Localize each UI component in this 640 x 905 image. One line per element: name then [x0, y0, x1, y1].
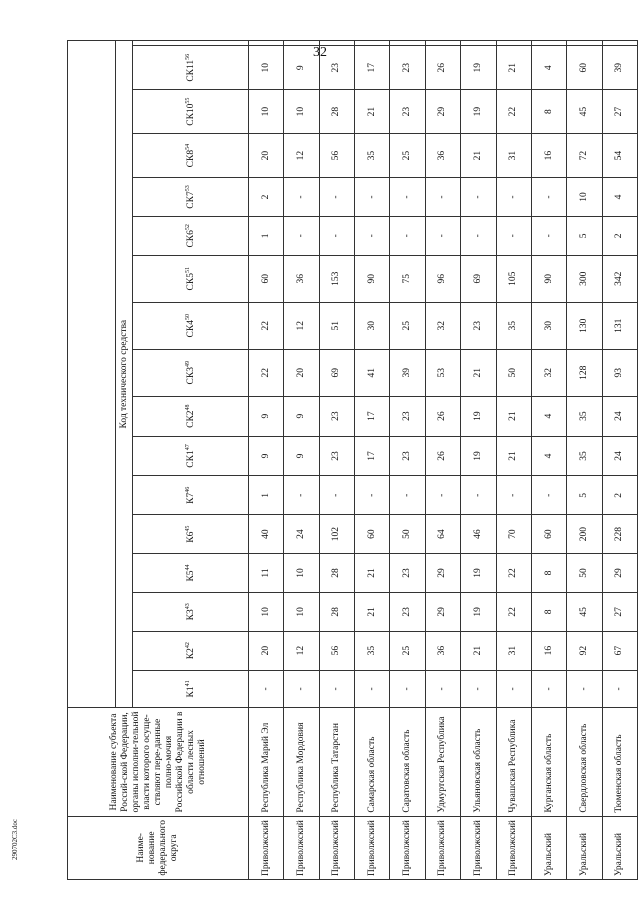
- column-code-label: СК7: [186, 191, 197, 209]
- value-cell: 10: [249, 46, 284, 90]
- table-row: [567, 41, 602, 880]
- value-cell: 93: [602, 349, 637, 396]
- value-cell: 17: [355, 46, 390, 90]
- table-row: [284, 41, 319, 880]
- column-footnote-ref: 53: [185, 185, 192, 192]
- value-cell: 69: [319, 349, 354, 396]
- table-row: [249, 41, 284, 880]
- column-footnote-ref: 46: [185, 486, 192, 493]
- value-cell: 67: [602, 631, 637, 670]
- value-cell: 21: [496, 396, 531, 436]
- value-cell: 21: [355, 592, 390, 631]
- value-cell: 39: [390, 349, 425, 396]
- value-cell: -: [390, 476, 425, 515]
- value-cell: -: [319, 670, 354, 708]
- value-cell: -: [496, 216, 531, 255]
- value-cell: 11: [249, 554, 284, 593]
- subject-cell: Саратовская область: [390, 708, 425, 816]
- value-cell: 26: [425, 46, 460, 90]
- value-cell: 75: [390, 255, 425, 302]
- value-cell: 9: [284, 436, 319, 476]
- subject-cell: Республика Марий Эл: [249, 708, 284, 816]
- value-cell: -: [319, 476, 354, 515]
- value-cell: 50: [390, 515, 425, 554]
- column-code-label: СК6: [186, 230, 197, 248]
- value-cell: 131: [602, 302, 637, 349]
- column-footnote-ref: 51: [185, 267, 192, 274]
- value-cell: 46: [461, 515, 496, 554]
- value-cell: 9: [249, 396, 284, 436]
- value-cell: 56: [319, 134, 354, 178]
- value-cell: -: [531, 178, 566, 217]
- value-cell: 35: [567, 436, 602, 476]
- table-row: [355, 41, 390, 880]
- value-cell: 21: [496, 436, 531, 476]
- value-cell: 22: [496, 554, 531, 593]
- subject-cell: Республика Татарстан: [319, 708, 354, 816]
- value-cell: 23: [390, 396, 425, 436]
- value-cell: 36: [284, 255, 319, 302]
- federal-district-cell: Приволжский: [355, 816, 390, 879]
- row-blank-cell: [390, 41, 425, 46]
- value-cell: 12: [284, 302, 319, 349]
- column-footnote-ref: 56: [185, 53, 192, 60]
- federal-district-cell: Приволжский: [425, 816, 460, 879]
- value-cell: 8: [531, 592, 566, 631]
- column-code-label: К7: [186, 492, 197, 504]
- value-cell: 21: [461, 631, 496, 670]
- value-cell: 2: [602, 216, 637, 255]
- value-cell: 4: [531, 396, 566, 436]
- column-code-label: К3: [186, 609, 197, 621]
- row-blank-cell: [496, 41, 531, 46]
- value-cell: 45: [567, 592, 602, 631]
- value-cell: 19: [461, 554, 496, 593]
- row-blank-cell: [284, 41, 319, 46]
- header-equipment-code: Код технического средства: [116, 41, 133, 708]
- value-cell: 36: [425, 134, 460, 178]
- value-cell: 26: [425, 396, 460, 436]
- value-cell: 300: [567, 255, 602, 302]
- column-header: [133, 554, 249, 593]
- value-cell: 23: [390, 46, 425, 90]
- value-cell: -: [425, 476, 460, 515]
- value-cell: 24: [602, 396, 637, 436]
- value-cell: -: [567, 670, 602, 708]
- value-cell: 21: [355, 90, 390, 134]
- value-cell: 39: [602, 46, 637, 90]
- value-cell: 23: [319, 396, 354, 436]
- table-body: [249, 41, 638, 880]
- value-cell: -: [319, 178, 354, 217]
- column-header: [133, 134, 249, 178]
- document-file-id: 290702C3.doc: [11, 818, 19, 860]
- value-cell: -: [284, 216, 319, 255]
- table-row: [602, 41, 637, 880]
- value-cell: 19: [461, 592, 496, 631]
- value-cell: 8: [531, 90, 566, 134]
- federal-district-cell: Приволжский: [284, 816, 319, 879]
- value-cell: 24: [284, 515, 319, 554]
- column-header: [133, 90, 249, 134]
- value-cell: 9: [284, 396, 319, 436]
- row-blank-cell: [531, 41, 566, 46]
- value-cell: 16: [531, 631, 566, 670]
- value-cell: 23: [319, 436, 354, 476]
- value-cell: 105: [496, 255, 531, 302]
- column-footnote-ref: 54: [185, 143, 192, 150]
- value-cell: 22: [249, 349, 284, 396]
- column-code-label: СК5: [186, 273, 197, 291]
- value-cell: 31: [496, 631, 531, 670]
- row-blank-cell: [425, 41, 460, 46]
- value-cell: 28: [319, 554, 354, 593]
- table-row: [390, 41, 425, 880]
- subject-cell: Тюменская область: [602, 708, 637, 816]
- value-cell: 56: [319, 631, 354, 670]
- value-cell: 23: [319, 46, 354, 90]
- value-cell: -: [284, 476, 319, 515]
- value-cell: 153: [319, 255, 354, 302]
- value-cell: 64: [425, 515, 460, 554]
- column-header: [133, 631, 249, 670]
- column-header: [133, 302, 249, 349]
- value-cell: 45: [567, 90, 602, 134]
- value-cell: 22: [496, 90, 531, 134]
- value-cell: 72: [567, 134, 602, 178]
- value-cell: 29: [602, 554, 637, 593]
- value-cell: 17: [355, 436, 390, 476]
- header-subject: Наименование субъекта Россий-ской Федерации, органы исполни-тельной власти которого осуще-ствляют пере-данные полно-мочия Российской Федерации в области лесных отношений: [68, 708, 249, 816]
- header-federal-district: Наиме-нование федерального округа: [68, 816, 249, 879]
- column-code-label: К2: [186, 648, 197, 660]
- value-cell: 10: [284, 90, 319, 134]
- value-cell: 35: [496, 302, 531, 349]
- value-cell: -: [531, 476, 566, 515]
- value-cell: -: [284, 670, 319, 708]
- page-number: 32: [313, 45, 327, 60]
- value-cell: 35: [567, 396, 602, 436]
- value-cell: 228: [602, 515, 637, 554]
- rotated-table-container: [67, 40, 638, 880]
- row-blank-cell: [461, 41, 496, 46]
- value-cell: 4: [602, 178, 637, 217]
- value-cell: 26: [425, 436, 460, 476]
- column-footnote-ref: 52: [185, 224, 192, 231]
- value-cell: -: [461, 178, 496, 217]
- value-cell: 10: [249, 90, 284, 134]
- value-cell: 10: [567, 178, 602, 217]
- value-cell: 21: [496, 46, 531, 90]
- column-header: [133, 216, 249, 255]
- value-cell: -: [531, 216, 566, 255]
- value-cell: 60: [531, 515, 566, 554]
- value-cell: 31: [496, 134, 531, 178]
- value-cell: 35: [355, 134, 390, 178]
- value-cell: 21: [461, 349, 496, 396]
- value-cell: 29: [425, 90, 460, 134]
- column-footnote-ref: 55: [185, 97, 192, 104]
- table-row: [425, 41, 460, 880]
- value-cell: 4: [531, 46, 566, 90]
- header-top-blank: [68, 41, 116, 708]
- value-cell: 342: [602, 255, 637, 302]
- value-cell: 35: [355, 631, 390, 670]
- value-cell: 22: [249, 302, 284, 349]
- value-cell: -: [461, 216, 496, 255]
- value-cell: 8: [531, 554, 566, 593]
- subject-cell: Самарская область: [355, 708, 390, 816]
- value-cell: 96: [425, 255, 460, 302]
- column-header: [133, 515, 249, 554]
- column-code-label: СК8: [186, 149, 197, 168]
- column-header: [133, 178, 249, 217]
- column-footnote-ref: 43: [185, 603, 192, 610]
- column-code-label: СК2: [186, 410, 197, 428]
- value-cell: 5: [567, 476, 602, 515]
- column-footnote-ref: 42: [185, 642, 192, 649]
- value-cell: -: [425, 216, 460, 255]
- value-cell: -: [496, 476, 531, 515]
- federal-district-cell: Уральский: [602, 816, 637, 879]
- column-code-label: К1: [186, 686, 197, 698]
- value-cell: -: [355, 670, 390, 708]
- column-header: [133, 476, 249, 515]
- value-cell: 32: [425, 302, 460, 349]
- row-blank-cell: [319, 41, 354, 46]
- column-code-label: СК3: [186, 367, 197, 385]
- value-cell: 9: [284, 46, 319, 90]
- column-header: [133, 349, 249, 396]
- column-code-label: К6: [186, 531, 197, 543]
- value-cell: 102: [319, 515, 354, 554]
- value-cell: 50: [567, 554, 602, 593]
- value-cell: 90: [531, 255, 566, 302]
- value-cell: 1: [249, 216, 284, 255]
- value-cell: 92: [567, 631, 602, 670]
- column-code-label: К5: [186, 570, 197, 582]
- value-cell: 20: [284, 349, 319, 396]
- value-cell: 20: [249, 631, 284, 670]
- column-header: [133, 592, 249, 631]
- value-cell: 25: [390, 302, 425, 349]
- value-cell: -: [425, 178, 460, 217]
- federal-district-cell: Приволжский: [461, 816, 496, 879]
- value-cell: 41: [355, 349, 390, 396]
- value-cell: -: [496, 670, 531, 708]
- column-footnote-ref: 47: [185, 444, 192, 451]
- value-cell: 60: [249, 255, 284, 302]
- column-code-label: СК11: [186, 59, 197, 82]
- value-cell: 130: [567, 302, 602, 349]
- value-cell: 53: [425, 349, 460, 396]
- subject-cell: Удмуртская Республика: [425, 708, 460, 816]
- value-cell: 23: [390, 436, 425, 476]
- table-row: [531, 41, 566, 880]
- value-cell: -: [461, 670, 496, 708]
- value-cell: -: [355, 178, 390, 217]
- column-header-blank: [133, 41, 249, 46]
- value-cell: 20: [249, 134, 284, 178]
- subject-cell: Чувашская Республика: [496, 708, 531, 816]
- value-cell: 9: [249, 436, 284, 476]
- column-code-label: СК1: [186, 450, 197, 468]
- value-cell: 1: [249, 476, 284, 515]
- value-cell: 27: [602, 90, 637, 134]
- column-footnote-ref: 50: [185, 314, 192, 321]
- value-cell: 5: [567, 216, 602, 255]
- value-cell: 69: [461, 255, 496, 302]
- value-cell: 21: [355, 554, 390, 593]
- value-cell: -: [390, 216, 425, 255]
- value-cell: 29: [425, 554, 460, 593]
- value-cell: 60: [567, 46, 602, 90]
- table-row: [496, 41, 531, 880]
- value-cell: 23: [390, 90, 425, 134]
- federal-district-cell: Уральский: [531, 816, 566, 879]
- row-blank-cell: [249, 41, 284, 46]
- value-cell: 30: [355, 302, 390, 349]
- value-cell: 200: [567, 515, 602, 554]
- column-footnote-ref: 41: [185, 680, 192, 687]
- value-cell: 54: [602, 134, 637, 178]
- subject-cell: Республика Мордовия: [284, 708, 319, 816]
- value-cell: 23: [461, 302, 496, 349]
- row-blank-cell: [355, 41, 390, 46]
- column-footnote-ref: 48: [185, 404, 192, 411]
- column-footnote-ref: 45: [185, 525, 192, 532]
- column-footnote-ref: 49: [185, 361, 192, 368]
- technical-means-table: [67, 40, 638, 880]
- column-header: [133, 255, 249, 302]
- value-cell: 29: [425, 592, 460, 631]
- federal-district-cell: Уральский: [567, 816, 602, 879]
- value-cell: 10: [284, 592, 319, 631]
- value-cell: -: [531, 670, 566, 708]
- value-cell: 23: [390, 554, 425, 593]
- value-cell: 22: [496, 592, 531, 631]
- value-cell: 27: [602, 592, 637, 631]
- value-cell: 2: [602, 476, 637, 515]
- value-cell: 30: [531, 302, 566, 349]
- value-cell: 19: [461, 396, 496, 436]
- value-cell: -: [390, 178, 425, 217]
- federal-district-cell: Приволжский: [249, 816, 284, 879]
- value-cell: 19: [461, 90, 496, 134]
- federal-district-cell: Приволжский: [496, 816, 531, 879]
- column-header: [133, 46, 249, 90]
- subject-cell: Свердловская область: [567, 708, 602, 816]
- federal-district-cell: Приволжский: [319, 816, 354, 879]
- value-cell: 50: [496, 349, 531, 396]
- table-row: [319, 41, 354, 880]
- value-cell: 2: [249, 178, 284, 217]
- value-cell: -: [355, 476, 390, 515]
- column-header: [133, 396, 249, 436]
- value-cell: 40: [249, 515, 284, 554]
- value-cell: 36: [425, 631, 460, 670]
- column-header: [133, 670, 249, 708]
- value-cell: 25: [390, 134, 425, 178]
- value-cell: 90: [355, 255, 390, 302]
- value-cell: 60: [355, 515, 390, 554]
- value-cell: 19: [461, 436, 496, 476]
- column-header: [133, 436, 249, 476]
- value-cell: 128: [567, 349, 602, 396]
- value-cell: 17: [355, 396, 390, 436]
- value-cell: 28: [319, 592, 354, 631]
- value-cell: -: [249, 670, 284, 708]
- value-cell: -: [390, 670, 425, 708]
- column-code-label: СК4: [186, 320, 197, 338]
- value-cell: -: [425, 670, 460, 708]
- value-cell: -: [461, 476, 496, 515]
- value-cell: 24: [602, 436, 637, 476]
- value-cell: -: [319, 216, 354, 255]
- value-cell: 12: [284, 134, 319, 178]
- value-cell: 25: [390, 631, 425, 670]
- federal-district-cell: Приволжский: [390, 816, 425, 879]
- row-blank-cell: [602, 41, 637, 46]
- value-cell: 19: [461, 46, 496, 90]
- row-blank-cell: [567, 41, 602, 46]
- value-cell: 21: [461, 134, 496, 178]
- column-footnote-ref: 44: [185, 564, 192, 571]
- table-row: [461, 41, 496, 880]
- value-cell: 28: [319, 90, 354, 134]
- value-cell: 32: [531, 349, 566, 396]
- value-cell: 70: [496, 515, 531, 554]
- column-code-label: СК10: [186, 103, 197, 126]
- value-cell: -: [355, 216, 390, 255]
- value-cell: 4: [531, 436, 566, 476]
- subject-cell: Курганская область: [531, 708, 566, 816]
- subject-cell: Ульяновская область: [461, 708, 496, 816]
- value-cell: 51: [319, 302, 354, 349]
- value-cell: 12: [284, 631, 319, 670]
- value-cell: -: [284, 178, 319, 217]
- value-cell: -: [496, 178, 531, 217]
- value-cell: 10: [284, 554, 319, 593]
- value-cell: 23: [390, 592, 425, 631]
- value-cell: 16: [531, 134, 566, 178]
- value-cell: 10: [249, 592, 284, 631]
- value-cell: -: [602, 670, 637, 708]
